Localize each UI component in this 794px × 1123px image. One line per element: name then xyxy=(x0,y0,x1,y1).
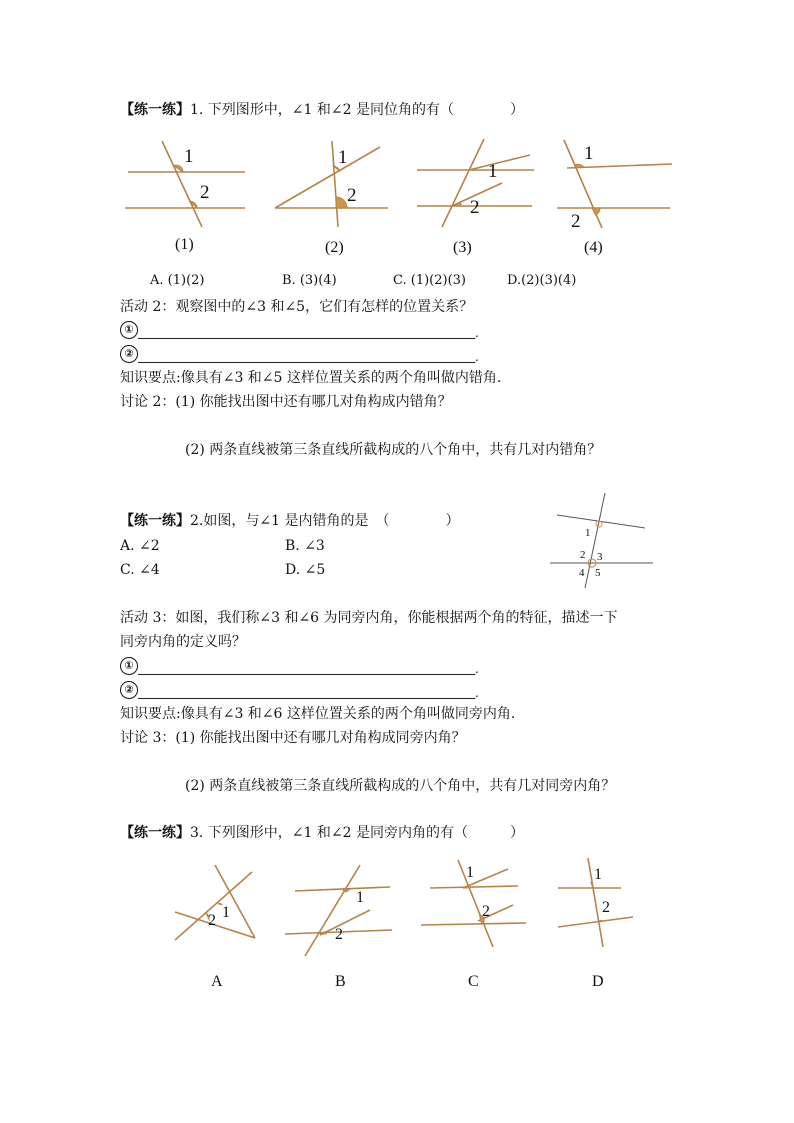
ex3-figure-a xyxy=(170,860,265,945)
act3-title-line2: 同旁内角的定义吗？ xyxy=(120,634,246,650)
ex1-fig2-angle2-label: 2 xyxy=(347,185,357,206)
ex3-figb-angle2-label: 2 xyxy=(335,926,343,943)
act2-blank2-marker: ② xyxy=(120,345,138,363)
ex1-fig1-angle2-label: 2 xyxy=(200,182,210,203)
ex1-figure-4-label: (4) xyxy=(584,239,603,256)
ex1-fig4-angle1-label: 1 xyxy=(584,143,594,164)
ex2-question-text: 2.如图，与∠1 是内错角的是 （ ） xyxy=(190,513,460,529)
ex1-figure-2-label: (2) xyxy=(325,239,344,256)
ex1-figure-4 xyxy=(552,135,677,230)
ex1-option-a[interactable]: A. (1)(2) xyxy=(150,273,205,288)
ex1-option-d[interactable]: D.(2)(3)(4) xyxy=(507,273,577,288)
act2-title: 活动 2：观察图中的∠3 和∠5，它们有怎样的位置关系？ xyxy=(120,299,474,315)
act2-blank2-dot: . xyxy=(475,350,479,364)
ex3-figc-angle1-label: 1 xyxy=(466,864,474,881)
ex1-figure-1 xyxy=(120,135,250,230)
ex2-angle5-label: 5 xyxy=(595,567,601,579)
act3-blank1-dot: . xyxy=(475,662,479,676)
ex1-figure-3-label: (3) xyxy=(453,239,472,256)
act3-blank2-marker: ② xyxy=(120,681,138,699)
ex2-option-d[interactable]: D. ∠5 xyxy=(285,562,326,578)
act3-discuss-2: (2) 两条直线被第三条直线所截构成的八个角中，共有几对同旁内角？ xyxy=(185,778,616,794)
ex2-option-b[interactable]: B. ∠3 xyxy=(285,538,325,554)
ex3-heading: 【练一练】 xyxy=(120,825,190,841)
ex2-figure xyxy=(545,488,660,593)
ex1-question-text: 1. 下列图形中，∠1 和∠2 是同位角的有（ ） xyxy=(190,102,524,118)
act2-blank1-marker: ① xyxy=(120,321,138,339)
ex3-figa-angle2-label: 2 xyxy=(208,912,216,929)
act2-discuss-1: 讨论 2：(1) 你能找出图中还有哪几对角构成内错角？ xyxy=(120,394,452,410)
ex3-question xyxy=(120,824,524,842)
ex2-angle4-label: 4 xyxy=(579,567,585,579)
ex1-fig2-angle1-label: 1 xyxy=(338,147,348,168)
act3-discuss-1: 讨论 3：(1) 你能找出图中还有哪几对角构成同旁内角？ xyxy=(120,730,466,746)
act3-blank-line-1[interactable] xyxy=(138,674,475,675)
ex2-option-c[interactable]: C. ∠4 xyxy=(120,562,160,578)
act2-discuss-2: (2) 两条直线被第三条直线所截构成的八个角中，共有几对内错角？ xyxy=(185,442,602,458)
ex1-figure-1-label: (1) xyxy=(175,236,194,253)
act3-key-point: 知识要点:像具有∠3 和∠6 这样位置关系的两个角叫做同旁内角. xyxy=(120,706,516,722)
ex2-angle2-label: 2 xyxy=(580,549,586,561)
act2-blank1-dot: . xyxy=(475,326,479,340)
ex2-heading: 【练一练】 xyxy=(120,513,190,529)
ex3-figure-d-label[interactable]: D xyxy=(592,973,604,990)
act2-blank-line-2[interactable] xyxy=(138,362,475,363)
ex3-figc-angle2-label: 2 xyxy=(482,903,490,920)
ex2-angle1-label: 1 xyxy=(585,527,591,539)
act3-title-line1: 活动 3：如图，我们称∠3 和∠6 为同旁内角，你能根据两个角的特征，描述一下 xyxy=(120,610,618,626)
ex2-question xyxy=(120,512,459,530)
act2-key-point: 知识要点:像具有∠3 和∠5 这样位置关系的两个角叫做内错角. xyxy=(120,370,502,386)
ex3-figa-angle1-label: 1 xyxy=(222,904,230,921)
ex1-option-c[interactable]: C. (1)(2)(3) xyxy=(393,273,466,288)
act2-blank-line-1[interactable] xyxy=(138,338,475,339)
ex3-figb-angle1-label: 1 xyxy=(356,889,364,906)
ex2-option-a[interactable]: A. ∠2 xyxy=(120,538,160,554)
act3-blank-line-2[interactable] xyxy=(138,698,475,699)
ex3-figure-c xyxy=(418,855,528,950)
ex1-fig3-angle1-label: 1 xyxy=(488,161,498,182)
ex3-question-text: 3. 下列图形中，∠1 和∠2 是同旁内角的有（ ） xyxy=(190,825,524,841)
ex3-figure-c-label[interactable]: C xyxy=(468,973,479,990)
ex3-figure-a-label[interactable]: A xyxy=(211,973,223,990)
ex1-figure-3 xyxy=(412,135,537,230)
ex3-figure-b xyxy=(280,860,395,960)
ex3-figd-angle2-label: 2 xyxy=(602,899,610,916)
act3-blank1-marker: ① xyxy=(120,657,138,675)
ex3-figure-b-label[interactable]: B xyxy=(335,973,346,990)
ex1-fig4-angle2-label: 2 xyxy=(571,211,581,232)
ex1-question xyxy=(120,101,524,119)
ex2-angle3-label: 3 xyxy=(597,551,603,563)
ex1-heading: 【练一练】 xyxy=(120,102,190,118)
act3-blank2-dot: . xyxy=(475,686,479,700)
ex1-fig3-angle2-label: 2 xyxy=(470,197,480,218)
ex1-fig1-angle1-label: 1 xyxy=(184,146,194,167)
ex1-figure-2 xyxy=(270,135,395,230)
ex3-figd-angle1-label: 1 xyxy=(594,866,602,883)
ex1-option-b[interactable]: B. (3)(4) xyxy=(282,273,337,288)
ex3-figure-d xyxy=(553,855,643,950)
